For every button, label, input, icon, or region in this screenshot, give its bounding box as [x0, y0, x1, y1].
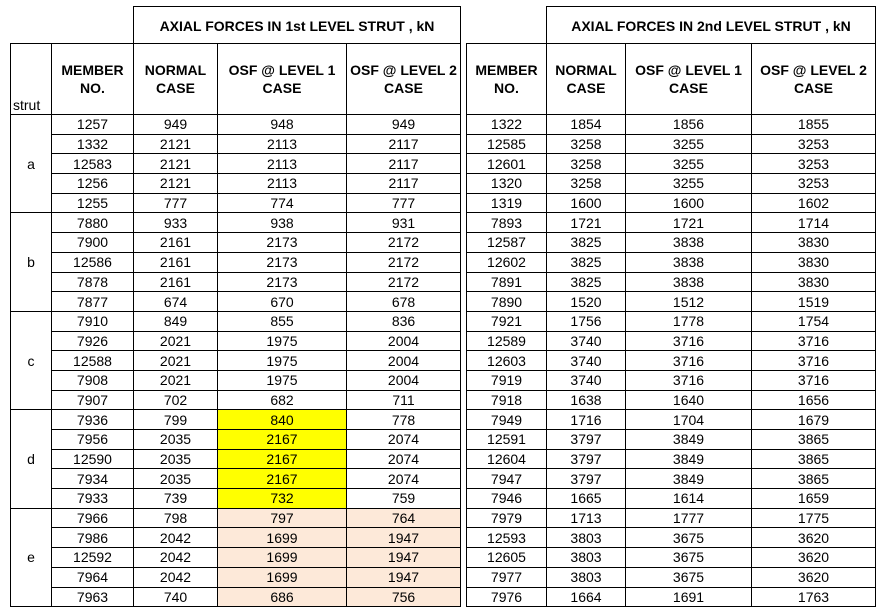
osf-level2-cell: 1656: [752, 390, 876, 410]
member-no-cell: 12583: [52, 154, 134, 174]
member-no-cell: 7907: [52, 390, 134, 410]
normal-case-cell: 2121: [134, 134, 218, 154]
member-no-cell: 7979: [467, 508, 547, 528]
table-row: [467, 174, 876, 194]
osf-level1-cell: 840: [218, 410, 347, 430]
member-no-cell: 1322: [467, 115, 547, 135]
normal-case-cell: 3740: [547, 351, 626, 371]
normal-case-cell: 1756: [547, 311, 626, 331]
table-row: [11, 331, 461, 351]
member-no-cell: 7976: [467, 587, 547, 607]
member-no-cell: 12604: [467, 449, 547, 469]
member-no-cell: 1320: [467, 174, 547, 194]
table-row: [11, 311, 461, 331]
osf-level2-cell: 777: [347, 193, 461, 213]
member-no-cell: 7936: [52, 410, 134, 430]
normal-case-cell: 3797: [547, 430, 626, 450]
member-no-cell: 7908: [52, 370, 134, 390]
member-no-header: MEMBER NO.: [467, 44, 547, 115]
normal-case-cell: 1600: [547, 193, 626, 213]
member-no-cell: 12605: [467, 548, 547, 568]
table-row: [11, 508, 461, 528]
osf-level2-cell: 2074: [347, 469, 461, 489]
table-row: [11, 567, 461, 587]
member-no-cell: 7947: [467, 469, 547, 489]
osf-level2-cell: 2172: [347, 272, 461, 292]
member-no-cell: 7963: [52, 587, 134, 607]
level1-table: [10, 43, 461, 607]
table-row: [467, 567, 876, 587]
table-row: [467, 469, 876, 489]
member-no-cell: 7910: [52, 311, 134, 331]
normal-case-header: NORMAL CASE: [547, 44, 626, 115]
strut-label: e: [11, 508, 52, 606]
osf-level1-cell: 2113: [218, 174, 347, 194]
osf-level2-cell: 3620: [752, 528, 876, 548]
osf-level2-cell: 3253: [752, 154, 876, 174]
table-row: [11, 233, 461, 253]
osf-level1-cell: 2173: [218, 272, 347, 292]
normal-case-cell: 3258: [547, 154, 626, 174]
normal-case-cell: 3797: [547, 469, 626, 489]
member-no-cell: 7934: [52, 469, 134, 489]
member-no-cell: 7921: [467, 311, 547, 331]
osf-level1-cell: 1512: [626, 292, 752, 312]
level1-title: AXIAL FORCES IN 1st LEVEL STRUT , kN: [133, 6, 461, 44]
osf-level2-cell: 778: [347, 410, 461, 430]
table-row: [467, 213, 876, 233]
normal-case-cell: 2121: [134, 154, 218, 174]
table-row: [467, 370, 876, 390]
table-row: [467, 548, 876, 568]
normal-case-cell: 3803: [547, 528, 626, 548]
member-no-cell: 12590: [52, 449, 134, 469]
normal-case-cell: 2121: [134, 174, 218, 194]
osf-level2-cell: 3865: [752, 430, 876, 450]
osf-level1-cell: 3849: [626, 469, 752, 489]
normal-case-cell: 1854: [547, 115, 626, 135]
member-no-cell: 1255: [52, 193, 134, 213]
normal-case-cell: 1665: [547, 489, 626, 509]
osf-level1-cell: 2113: [218, 154, 347, 174]
normal-case-cell: 2021: [134, 370, 218, 390]
normal-case-cell: 674: [134, 292, 218, 312]
header-row: [467, 44, 876, 115]
member-no-cell: 12588: [52, 351, 134, 371]
member-no-cell: 7956: [52, 430, 134, 450]
osf-level2-cell: 2117: [347, 154, 461, 174]
normal-case-cell: 2161: [134, 233, 218, 253]
normal-case-cell: 1520: [547, 292, 626, 312]
osf-level1-cell: 948: [218, 115, 347, 135]
osf-level1-cell: 3675: [626, 548, 752, 568]
table-row: [11, 370, 461, 390]
normal-case-cell: 799: [134, 410, 218, 430]
osf-level2-cell: 3830: [752, 272, 876, 292]
osf-level2-cell: 949: [347, 115, 461, 135]
strut-header: strut: [11, 44, 52, 115]
member-no-cell: 1332: [52, 134, 134, 154]
table-row: [11, 213, 461, 233]
osf-level2-cell: 3865: [752, 449, 876, 469]
table-row: [11, 174, 461, 194]
table-row: [467, 252, 876, 272]
strut-label: c: [11, 311, 52, 409]
table-row: [11, 410, 461, 430]
osf-level1-cell: 1856: [626, 115, 752, 135]
normal-case-cell: 3825: [547, 252, 626, 272]
osf-level2-cell: 3716: [752, 351, 876, 371]
normal-case-cell: 2035: [134, 430, 218, 450]
table-row: [467, 410, 876, 430]
osf-level1-cell: 1614: [626, 489, 752, 509]
normal-case-cell: 3258: [547, 174, 626, 194]
normal-case-cell: 2021: [134, 351, 218, 371]
member-no-cell: 1319: [467, 193, 547, 213]
table-row: [11, 193, 461, 213]
osf-level2-cell: 3865: [752, 469, 876, 489]
osf-level1-cell: 1640: [626, 390, 752, 410]
table-row: [467, 351, 876, 371]
table-row: [11, 134, 461, 154]
osf-level1-cell: 732: [218, 489, 347, 509]
osf-level1-cell: 1699: [218, 528, 347, 548]
member-no-cell: 7893: [467, 213, 547, 233]
osf-level2-cell: 764: [347, 508, 461, 528]
osf-level2-cell: 759: [347, 489, 461, 509]
osf-level2-cell: 3830: [752, 252, 876, 272]
normal-case-header: NORMAL CASE: [134, 44, 218, 115]
normal-case-cell: 933: [134, 213, 218, 233]
member-no-cell: 7880: [52, 213, 134, 233]
osf-level2-cell: 931: [347, 213, 461, 233]
osf-level2-cell: 2117: [347, 174, 461, 194]
osf-level1-cell: 2167: [218, 449, 347, 469]
osf-level1-cell: 797: [218, 508, 347, 528]
normal-case-cell: 3803: [547, 548, 626, 568]
member-no-cell: 12591: [467, 430, 547, 450]
osf-level1-cell: 686: [218, 587, 347, 607]
normal-case-cell: 1713: [547, 508, 626, 528]
normal-case-cell: 2042: [134, 528, 218, 548]
normal-case-cell: 3825: [547, 233, 626, 253]
osf-level2-cell: 1947: [347, 528, 461, 548]
osf-level1-cell: 2167: [218, 469, 347, 489]
osf-level1-cell: 1778: [626, 311, 752, 331]
osf-level2-cell: 2117: [347, 134, 461, 154]
osf-level2-cell: 2004: [347, 331, 461, 351]
normal-case-cell: 3803: [547, 567, 626, 587]
osf-level2-cell: 2004: [347, 351, 461, 371]
osf-level2-cell: 1602: [752, 193, 876, 213]
normal-case-cell: 2035: [134, 449, 218, 469]
osf-level2-cell: 756: [347, 587, 461, 607]
osf-level1-cell: 3716: [626, 331, 752, 351]
osf-level2-cell: 2074: [347, 449, 461, 469]
osf-level1-cell: 3675: [626, 528, 752, 548]
osf-level1-cell: 2167: [218, 430, 347, 450]
osf-level2-cell: 3716: [752, 370, 876, 390]
osf-level1-cell: 1600: [626, 193, 752, 213]
table-row: [467, 508, 876, 528]
table-row: [467, 528, 876, 548]
osf-level1-cell: 1975: [218, 331, 347, 351]
table-row: [11, 252, 461, 272]
member-no-cell: 12592: [52, 548, 134, 568]
normal-case-cell: 2021: [134, 331, 218, 351]
table-row: [467, 449, 876, 469]
member-no-cell: 1257: [52, 115, 134, 135]
normal-case-cell: 2042: [134, 567, 218, 587]
osf-level2-cell: 678: [347, 292, 461, 312]
member-no-cell: 7877: [52, 292, 134, 312]
member-no-cell: 7926: [52, 331, 134, 351]
osf-level1-cell: 1704: [626, 410, 752, 430]
table-row: [467, 292, 876, 312]
member-no-cell: 12593: [467, 528, 547, 548]
osf-level1-cell: 1975: [218, 351, 347, 371]
osf-level2-cell: 1855: [752, 115, 876, 135]
member-no-cell: 12602: [467, 252, 547, 272]
osf-level2-cell: 711: [347, 390, 461, 410]
member-no-cell: 12601: [467, 154, 547, 174]
member-no-cell: 12603: [467, 351, 547, 371]
osf-level1-cell: 1699: [218, 567, 347, 587]
level2-title: AXIAL FORCES IN 2nd LEVEL STRUT , kN: [546, 6, 876, 44]
strut-label: a: [11, 115, 52, 213]
osf-level2-cell: 1679: [752, 410, 876, 430]
normal-case-cell: 2042: [134, 548, 218, 568]
strut-label: d: [11, 410, 52, 508]
table-row: [11, 390, 461, 410]
table-row: [467, 430, 876, 450]
osf-level2-cell: 2004: [347, 370, 461, 390]
member-no-cell: 12586: [52, 252, 134, 272]
osf-level1-cell: 3716: [626, 370, 752, 390]
member-no-cell: 7949: [467, 410, 547, 430]
normal-case-cell: 949: [134, 115, 218, 135]
osf-level2-cell: 1947: [347, 567, 461, 587]
osf-level1-cell: 670: [218, 292, 347, 312]
member-no-cell: 7977: [467, 567, 547, 587]
member-no-cell: 7918: [467, 390, 547, 410]
normal-case-cell: 849: [134, 311, 218, 331]
osf-level1-cell: 1721: [626, 213, 752, 233]
member-no-cell: 7919: [467, 370, 547, 390]
normal-case-cell: 2161: [134, 252, 218, 272]
osf-level2-cell: 2172: [347, 252, 461, 272]
table-row: [11, 528, 461, 548]
osf-level1-cell: 855: [218, 311, 347, 331]
osf-level2-cell: 3253: [752, 134, 876, 154]
normal-case-cell: 3740: [547, 331, 626, 351]
table-row: [11, 154, 461, 174]
normal-case-cell: 1721: [547, 213, 626, 233]
osf-level2-cell: 836: [347, 311, 461, 331]
normal-case-cell: 798: [134, 508, 218, 528]
strut-label: b: [11, 213, 52, 311]
osf-level1-cell: 3255: [626, 174, 752, 194]
member-no-cell: 12585: [467, 134, 547, 154]
osf-level1-cell: 3255: [626, 154, 752, 174]
normal-case-cell: 2161: [134, 272, 218, 292]
table-row: [467, 489, 876, 509]
member-no-cell: 1256: [52, 174, 134, 194]
osf-level2-cell: 1714: [752, 213, 876, 233]
osf-level1-header: OSF @ LEVEL 1 CASE: [218, 44, 347, 115]
osf-level1-cell: 1777: [626, 508, 752, 528]
osf-level1-cell: 774: [218, 193, 347, 213]
header-row: [11, 44, 461, 115]
normal-case-cell: 3825: [547, 272, 626, 292]
osf-level2-cell: 1763: [752, 587, 876, 607]
table-row: [467, 331, 876, 351]
osf-level1-cell: 3838: [626, 252, 752, 272]
member-no-cell: 7946: [467, 489, 547, 509]
osf-level2-cell: 1947: [347, 548, 461, 568]
osf-level1-header: OSF @ LEVEL 1 CASE: [626, 44, 752, 115]
level2-table: [466, 43, 876, 607]
osf-level2-header: OSF @ LEVEL 2 CASE: [752, 44, 876, 115]
osf-level2-cell: 1519: [752, 292, 876, 312]
member-no-cell: 12587: [467, 233, 547, 253]
normal-case-cell: 3797: [547, 449, 626, 469]
normal-case-cell: 3740: [547, 370, 626, 390]
osf-level2-header: OSF @ LEVEL 2 CASE: [347, 44, 461, 115]
osf-level2-cell: 3253: [752, 174, 876, 194]
table-row: [11, 489, 461, 509]
osf-level1-cell: 3675: [626, 567, 752, 587]
normal-case-cell: 777: [134, 193, 218, 213]
osf-level2-cell: 3830: [752, 233, 876, 253]
table-row: [467, 587, 876, 607]
member-no-cell: 7933: [52, 489, 134, 509]
osf-level2-cell: 2074: [347, 430, 461, 450]
osf-level2-cell: 3620: [752, 567, 876, 587]
osf-level1-cell: 3255: [626, 134, 752, 154]
member-no-cell: 7966: [52, 508, 134, 528]
osf-level2-cell: 3716: [752, 331, 876, 351]
table-row: [11, 115, 461, 135]
osf-level1-cell: 3849: [626, 430, 752, 450]
member-no-cell: 7890: [467, 292, 547, 312]
osf-level2-cell: 3620: [752, 548, 876, 568]
table-row: [467, 272, 876, 292]
normal-case-cell: 1664: [547, 587, 626, 607]
osf-level1-cell: 1691: [626, 587, 752, 607]
table-row: [467, 311, 876, 331]
table-row: [11, 587, 461, 607]
normal-case-cell: 3258: [547, 134, 626, 154]
table-row: [11, 351, 461, 371]
table-row: [11, 548, 461, 568]
table-row: [11, 469, 461, 489]
table-row: [467, 193, 876, 213]
member-no-cell: 7900: [52, 233, 134, 253]
osf-level2-cell: 2172: [347, 233, 461, 253]
table-row: [11, 272, 461, 292]
osf-level1-cell: 938: [218, 213, 347, 233]
table-row: [11, 449, 461, 469]
normal-case-cell: 2035: [134, 469, 218, 489]
table-row: [11, 292, 461, 312]
osf-level1-cell: 3716: [626, 351, 752, 371]
osf-level2-cell: 1775: [752, 508, 876, 528]
normal-case-cell: 1716: [547, 410, 626, 430]
member-no-cell: 12589: [467, 331, 547, 351]
normal-case-cell: 1638: [547, 390, 626, 410]
table-row: [467, 233, 876, 253]
member-no-cell: 7986: [52, 528, 134, 548]
table-row: [467, 390, 876, 410]
osf-level1-cell: 682: [218, 390, 347, 410]
osf-level1-cell: 3838: [626, 272, 752, 292]
normal-case-cell: 702: [134, 390, 218, 410]
osf-level1-cell: 1699: [218, 548, 347, 568]
member-no-cell: 7878: [52, 272, 134, 292]
osf-level2-cell: 1659: [752, 489, 876, 509]
normal-case-cell: 740: [134, 587, 218, 607]
osf-level1-cell: 2173: [218, 233, 347, 253]
normal-case-cell: 739: [134, 489, 218, 509]
table-row: [467, 115, 876, 135]
table-row: [467, 134, 876, 154]
member-no-cell: 7891: [467, 272, 547, 292]
osf-level1-cell: 3838: [626, 233, 752, 253]
osf-level2-cell: 1754: [752, 311, 876, 331]
member-no-cell: 7964: [52, 567, 134, 587]
osf-level1-cell: 3849: [626, 449, 752, 469]
table-row: [467, 154, 876, 174]
table-row: [11, 430, 461, 450]
osf-level1-cell: 2173: [218, 252, 347, 272]
member-no-header: MEMBER NO.: [52, 44, 134, 115]
osf-level1-cell: 1975: [218, 370, 347, 390]
osf-level1-cell: 2113: [218, 134, 347, 154]
